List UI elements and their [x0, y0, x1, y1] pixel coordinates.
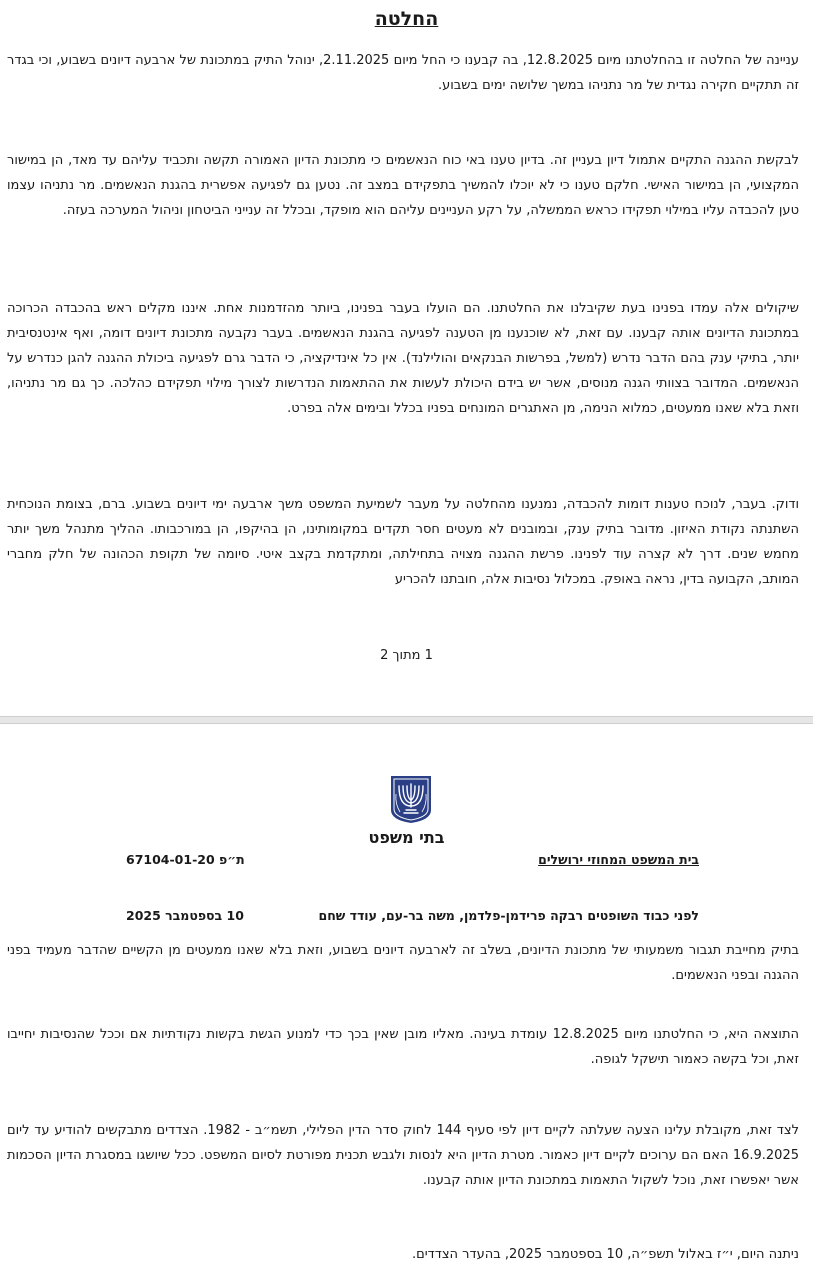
court-name: בית המשפט המחוזי ירושלים: [538, 852, 699, 867]
paragraph-5: בתיק מחייבת תגבור משמעותי של מתכונת הדיונים, בשלב זה לארבעה דיונים בשבוע, וזאת בלא שאנו ממעטים מן הקשיים שהדבר מעמיד בפני ההגנה ובפני הנאשמים.: [7, 943, 799, 983]
menorah-emblem-icon: [388, 774, 434, 824]
case-prefix: ת״פ: [219, 852, 245, 867]
decision-date: 10 בספטמבר 2025: [126, 908, 244, 923]
decision-page-2: [0, 724, 813, 1280]
page-number: 1 מתוך 2: [380, 648, 433, 663]
courts-title: בתי משפט: [368, 828, 445, 847]
paragraph-7: לצד זאת, מקובלת עלינו הצעה שעלתה לקיים דיון לפי סעיף 144 לחוק סדר הדין הפלילי, תשמ״ב - 1982. הצדדים מתבקשים להודיע עד ליום 16.9.2025 האם הם ערוכים לקיים דיון כאמור. מטרת הדיון היא לנסות ולגבש תכנית מפורטת לסיום המשפט. ככל שיושגו במסגרת הדיון הסכמות אשר יאפשרו זאת, נוכל לשקול התאמות במתכונת הדיון אותה קבענו.: [7, 1123, 799, 1188]
paragraph-6: התוצאה היא, כי החלטתנו מיום 12.8.2025 עומדת בעינה. מאליו מובן שאין בכך כדי למנוע הגשת בקשות נקודתיות אם וככל שהנסיבות יחייבו זאת, וכל בקשה כאמור תישקל לגופה.: [7, 1027, 799, 1067]
judges-panel: לפני כבוד השופטים רבקה פרידמן-פלדמן, משה בר-עם, עודד שחם: [318, 908, 699, 923]
paragraph-2: לבקשת ההגנה התקיים אתמול דיון בעניין זה. בדיון טענו באי כוח הנאשמים כי מתכונת הדיון האמורה תקשה ותכביד עליהם עד מאד, הן במישור המקצועי, הן במישור האישי. חלקם טענו כי לא יוכלו להמשיך בתפקידם במצב זה. נטען גם לפגיעה אפשרית בהגנת הנאשמים. מר נתניהו עצמו טען להכבדה עליו במילוי תפקידו כראש הממשלה, על רקע העניינים עליהם הוא מופקד, ובכלל זה ענייני הביטחון וניהול המערכה בעזה.: [7, 153, 799, 218]
signature-line: ניתנה היום, י״ז באלול תשפ״ה, 10 בספטמבר 2025, בהעדר הצדדים.: [411, 1247, 799, 1262]
case-number-value: 67104-01-20: [126, 852, 215, 867]
decision-title: החלטה: [374, 8, 439, 30]
paragraph-1: עניינה של החלטה זו בהחלטתנו מיום 12.8.2025, בה קבענו כי החל מיום 2.11.2025, ינוהל התיק במתכונת של ארבעה דיונים בשבוע, וכי בגדר זה תתקיים חקירה נגדית של מר נתניהו במשך שלושה ימים בשבוע.: [7, 53, 800, 93]
case-number: [126, 852, 245, 867]
paragraph-4: ודוק. בעבר, לנוכח טענות דומות להכבדה, נמנענו מהחלטה על מעבר לשמיעת המשפט משך ארבעה ימי דיונים בשבוע. ברם, בצומת הנוכחית השתנתה נקודת האיזון. מדובר בתיק ענק, ובמובנים לא מעטים חסר תקדים במקומותינו, הן בהיקפו, הן במורכבותו. ההליך מתנהל משך יותר מחמש שנים. דרך לא קצרה עוד לפנינו. פרשת ההגנה מצויה בתחילתה, ומתקדמת בקצב איטי. סיומה של תקופת הכהונה של חלק מחברי המותב, הקבועה בדין, נראה באופק. במכלול נסיבות אלה, חובתנו להכריע: [7, 497, 799, 587]
paragraph-3: שיקולים אלה עמדו בפנינו בעת שקיבלנו את החלטתנו. הם הועלו בעבר בפנינו, ביותר מהזדמנות אחת. איננו מקלים ראש בהכבדה הכרוכה במתכונת הדיונים אותה קבענו. עם זאת, לא שוכנענו מן הטענה לפגיעה בהגנת הנאשמים. בעבר נקבעה מתכונת דיונים דומה, ואף אינטנסיבית יותר, בתיקי ענק בהם הדבר נדרש (למשל, בפרשות הבנקאים והולילנד). אין כל אינדיקציה, כי הדבר גרם לפגיעה ביכולת ההגנה להגן כנדרש על הנאשמים. המדובר בצוותי הגנה מנוסים, אשר יש בידם היכולת לעשות את ההתאמות הנדרשות לצורך מילוי תפקידם כהלכה. כך גם מר נתניהו, וזאת בלא שאנו ממעטים, כמלוא הנימה, מן האתגרים המונחים בפניו בכלל ובימים אלה בפרט.: [7, 301, 799, 416]
page-separator: [0, 716, 813, 724]
